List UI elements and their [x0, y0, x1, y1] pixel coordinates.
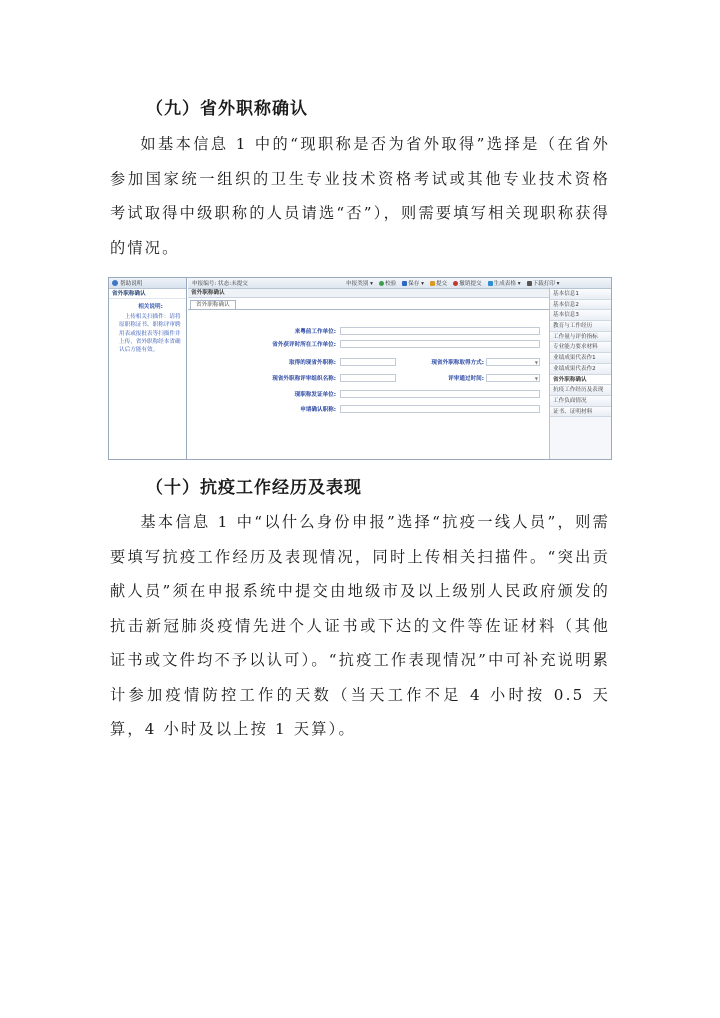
field7-input[interactable]: [340, 390, 540, 398]
help-panel-subtitle: 省外职称确认: [109, 289, 186, 299]
side-nav-item[interactable]: 专业能力要求材料: [550, 342, 612, 353]
side-nav-item[interactable]: 基本信息2: [550, 300, 612, 311]
side-nav-item[interactable]: 教育与工作经历: [550, 321, 612, 332]
revoke-button-label: 撤销提交: [459, 281, 482, 287]
field3-label: 取得的现省外职称:: [289, 360, 336, 366]
toolbar: [188, 278, 612, 289]
help-body-title: 相关说明:: [138, 304, 163, 310]
side-nav-item[interactable]: 工作量与评价指标: [550, 332, 612, 343]
field4-select[interactable]: [486, 358, 540, 366]
section-10-paragraph: [110, 505, 610, 747]
field2-label: 省外获评时所在工作单位:: [272, 342, 336, 348]
section-9-paragraph: [110, 127, 610, 265]
submit-icon: [430, 281, 435, 286]
field1-input[interactable]: [340, 327, 540, 335]
help-panel-title: 帮助说明: [120, 281, 143, 287]
print-button[interactable]: [527, 279, 560, 287]
side-nav-item[interactable]: 业绩成果代表作2: [550, 364, 612, 375]
side-nav-item-active[interactable]: 省外职称确认: [550, 375, 612, 386]
side-nav-item[interactable]: 工作负面情况: [550, 396, 612, 407]
tab-divider: [188, 309, 549, 310]
field5-label: 现省外职称评审组织名称:: [272, 376, 336, 382]
field6-select[interactable]: [486, 374, 540, 382]
category-button[interactable]: [346, 279, 373, 287]
save-icon: [402, 281, 407, 286]
field8-input[interactable]: [340, 405, 540, 413]
field1-label: 来粤前工作单位:: [294, 329, 336, 335]
section-10-heading: （十）抗疫工作经历及表现: [146, 478, 362, 498]
side-nav-item[interactable]: 证书、证明材料: [550, 407, 612, 418]
submit-button[interactable]: [430, 279, 447, 287]
tab-provincial-title[interactable]: 省外职称确认: [190, 300, 236, 310]
embedded-screenshot: [108, 277, 612, 460]
check-button-label: 校验: [384, 281, 397, 287]
revoke-button[interactable]: [453, 279, 481, 287]
field5-input[interactable]: [340, 374, 396, 382]
field2-input[interactable]: [340, 340, 540, 348]
field8-label: 申请确认职称:: [300, 407, 336, 413]
side-nav-item[interactable]: 基本信息1: [550, 289, 612, 300]
field3-input[interactable]: [340, 358, 396, 366]
category-button-label: 申报类别 ▾: [346, 281, 373, 287]
print-icon: [527, 281, 532, 286]
help-icon: [112, 280, 118, 286]
side-nav-item[interactable]: 抗疫工作经历及表现: [550, 385, 612, 396]
main-panel: [188, 278, 612, 459]
submit-button-label: 提交: [435, 281, 448, 287]
section-9-text: 如基本信息 1 中的“现职称是否为省外取得”选择是（在省外参加国家统一组织的卫生专业技术资格考试或其他专业技术资格考试取得中级职称的人员请选“否”），则需要填写相关现职称获得的情况。: [110, 135, 610, 257]
help-panel-header: [109, 278, 186, 289]
field4-label: 现省外职称取得方式:: [431, 360, 484, 366]
status-text: 申报编号: 状态:未提交: [192, 281, 248, 287]
field6-label: 评审通过时间:: [448, 376, 484, 382]
save-button[interactable]: [402, 279, 424, 287]
help-body-text: 上传相关扫描件：请将原职称证书、职称评审聘用表或报批表等扫描件并上传，省外职称经本省确认后方能有效。: [119, 314, 181, 354]
help-panel-body: [109, 299, 186, 354]
revoke-icon: [453, 281, 458, 286]
generate-table-button-label: 生成表格 ▾: [493, 281, 521, 287]
section-title-bar: 省外职称确认: [188, 289, 549, 298]
check-icon: [379, 281, 384, 286]
field7-label: 现职称发证单位:: [294, 392, 336, 398]
generate-table-button[interactable]: [488, 279, 521, 287]
section-10-text: 基本信息 1 中“以什么身份申报”选择“抗疫一线人员”，则需要填写抗疫工作经历及表现情况，同时上传相关扫描件。“突出贡献人员”须在申报系统中提交由地级市及以上级别人民政府颁发的抗击新冠肺炎疫情先进个人证书或下达的文件等佐证材料（其他证书或文件均不予以认可）。“抗疫工作表现情况”中可补充说明累计参加疫情防控工作的天数（当天工作不足 4 小时按 0.5 天算，4 小时及以上按 1 天算）。: [110, 513, 610, 738]
help-panel: [109, 278, 187, 459]
section-9-heading: （九）省外职称确认: [146, 99, 308, 119]
side-nav: [549, 289, 612, 459]
print-button-label: 下载打印 ▾: [532, 281, 560, 287]
side-nav-item[interactable]: 业绩成果代表作1: [550, 353, 612, 364]
save-button-label: 保存 ▾: [408, 281, 424, 287]
table-icon: [488, 281, 493, 286]
side-nav-item[interactable]: 基本信息3: [550, 310, 612, 321]
check-button[interactable]: [379, 279, 396, 287]
